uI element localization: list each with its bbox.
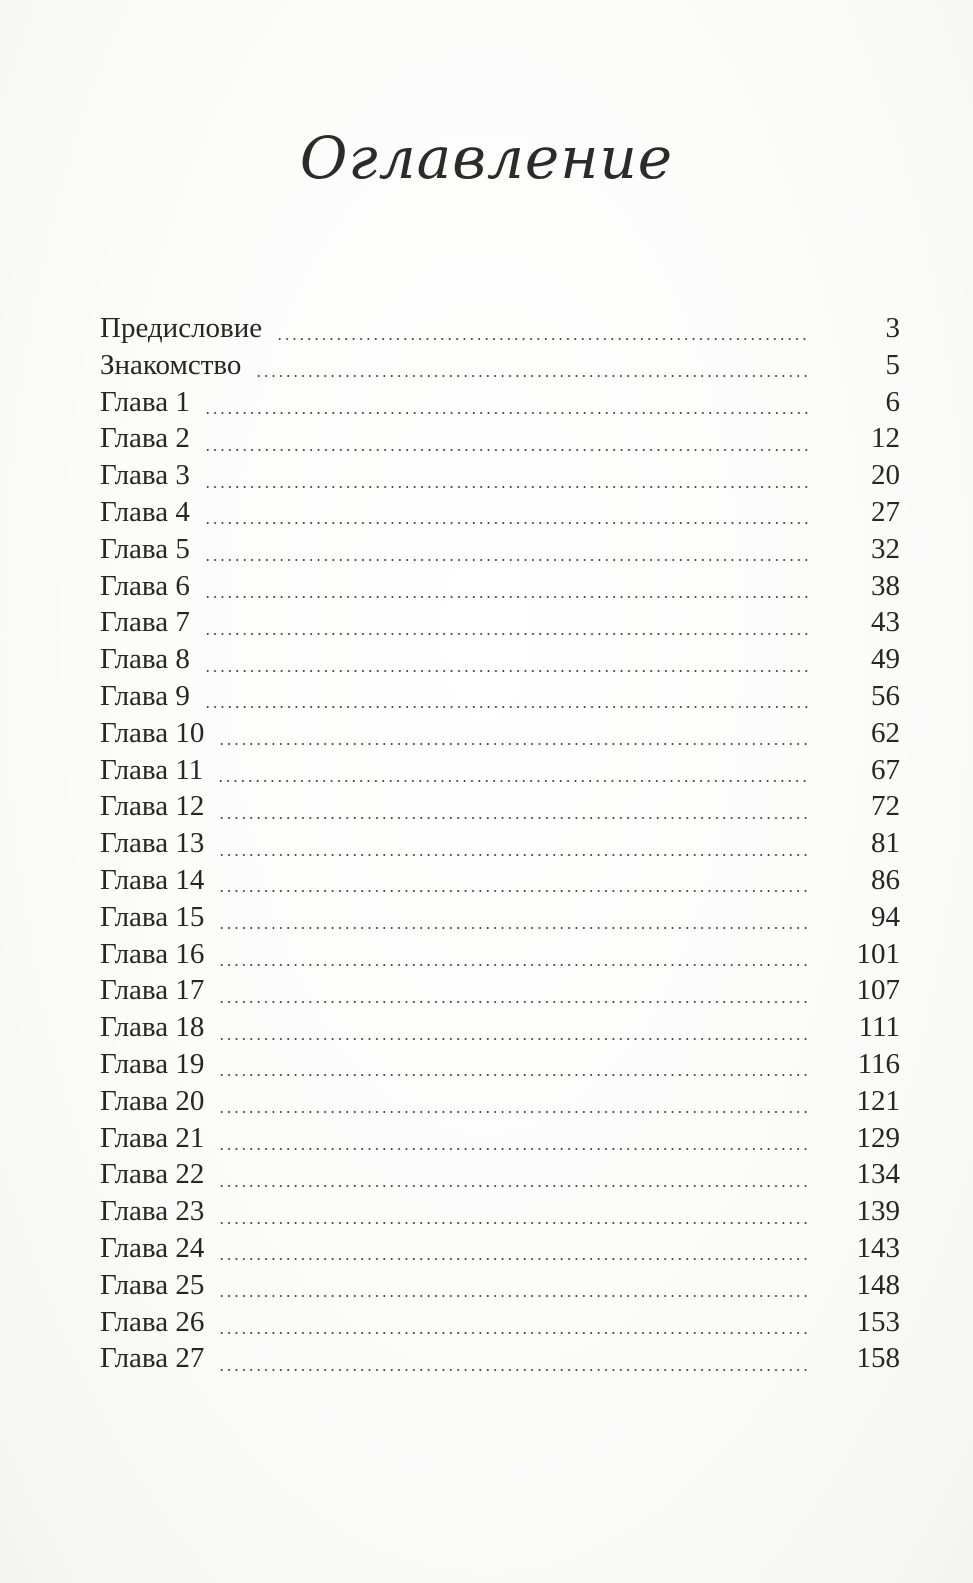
dot-leader xyxy=(276,338,810,340)
toc-entry-page: 158 xyxy=(856,1342,900,1375)
toc-entry-page: 72 xyxy=(871,790,900,823)
toc-entry-label: Глава 26 xyxy=(100,1305,205,1338)
toc-entry-page: 6 xyxy=(885,385,900,418)
toc-entry-page: 62 xyxy=(871,716,900,749)
toc-entry xyxy=(100,1048,900,1085)
dot-leader xyxy=(204,706,810,708)
toc-entry-page: 12 xyxy=(871,422,900,455)
dot-leader xyxy=(218,1074,810,1076)
toc-entry xyxy=(100,312,900,349)
toc-entry-page: 107 xyxy=(856,974,900,1007)
dot-leader xyxy=(204,559,810,561)
toc-entry xyxy=(100,974,900,1011)
dot-leader xyxy=(255,375,810,377)
toc-entry-page: 121 xyxy=(856,1084,900,1117)
toc-entry xyxy=(100,1085,900,1122)
toc-entry-label: Знакомство xyxy=(100,348,242,381)
toc-entry-label: Глава 11 xyxy=(100,753,204,786)
dot-leader xyxy=(218,1258,810,1260)
toc-entry-label: Глава 19 xyxy=(100,1047,205,1080)
toc-entry-label: Глава 3 xyxy=(100,459,190,492)
dot-leader xyxy=(204,486,810,488)
dot-leader xyxy=(218,817,810,819)
dot-leader xyxy=(204,522,810,524)
toc-entry xyxy=(100,754,900,791)
toc-entry-label: Глава 25 xyxy=(100,1268,205,1301)
toc-entry-label: Глава 16 xyxy=(100,937,205,970)
toc-entry xyxy=(100,1011,900,1048)
dot-leader xyxy=(218,927,810,929)
dot-leader xyxy=(204,670,810,672)
toc-entry-page: 143 xyxy=(856,1231,900,1264)
toc-entry xyxy=(100,606,900,643)
dot-leader xyxy=(204,412,810,414)
dot-leader xyxy=(218,964,810,966)
toc-entry xyxy=(100,827,900,864)
dot-leader xyxy=(218,1332,810,1334)
toc-entry-label: Глава 1 xyxy=(100,385,190,418)
toc-entry xyxy=(100,533,900,570)
toc-entry-label: Глава 12 xyxy=(100,790,205,823)
table-of-contents xyxy=(100,312,900,1379)
toc-entry-page: 139 xyxy=(856,1195,900,1228)
dot-leader xyxy=(204,596,810,598)
toc-entry-label: Глава 2 xyxy=(100,422,190,455)
toc-entry-label: Глава 7 xyxy=(100,606,190,639)
toc-entry-page: 153 xyxy=(856,1305,900,1338)
toc-entry-page: 56 xyxy=(871,679,900,712)
toc-entry-page: 67 xyxy=(871,753,900,786)
toc-entry-label: Глава 6 xyxy=(100,569,190,602)
dot-leader xyxy=(217,780,810,782)
toc-entry xyxy=(100,717,900,754)
toc-entry-page: 148 xyxy=(856,1268,900,1301)
toc-entry-label: Глава 4 xyxy=(100,495,190,528)
dot-leader xyxy=(218,1295,810,1297)
toc-entry-label: Глава 8 xyxy=(100,643,190,676)
toc-entry-page: 134 xyxy=(856,1158,900,1191)
dot-leader xyxy=(218,1111,810,1113)
toc-entry-page: 86 xyxy=(871,863,900,896)
dot-leader xyxy=(218,1369,810,1371)
toc-entry xyxy=(100,1232,900,1269)
toc-entry-page: 3 xyxy=(885,312,900,344)
dot-leader xyxy=(204,449,810,451)
toc-entry-page: 94 xyxy=(871,900,900,933)
toc-entry-label: Глава 10 xyxy=(100,716,205,749)
toc-entry-label: Глава 22 xyxy=(100,1158,205,1191)
toc-entry-label: Глава 13 xyxy=(100,827,205,860)
toc-entry xyxy=(100,680,900,717)
toc-entry-label: Глава 14 xyxy=(100,863,205,896)
toc-entry xyxy=(100,1158,900,1195)
toc-entry-page: 38 xyxy=(871,569,900,602)
toc-entry xyxy=(100,1342,900,1379)
toc-entry-label: Глава 9 xyxy=(100,679,190,712)
toc-entry xyxy=(100,386,900,423)
toc-entry-label: Глава 24 xyxy=(100,1231,205,1264)
toc-entry xyxy=(100,938,900,975)
dot-leader xyxy=(218,1185,810,1187)
toc-entry xyxy=(100,901,900,938)
toc-entry-label: Глава 21 xyxy=(100,1121,205,1154)
toc-entry-page: 101 xyxy=(856,937,900,970)
toc-entry-label: Глава 27 xyxy=(100,1342,205,1375)
toc-entry-page: 116 xyxy=(857,1047,900,1080)
toc-entry xyxy=(100,1269,900,1306)
toc-entry xyxy=(100,570,900,607)
toc-entry-page: 81 xyxy=(871,827,900,860)
toc-entry-page: 27 xyxy=(871,495,900,528)
toc-entry-page: 32 xyxy=(871,532,900,565)
toc-entry-label: Глава 5 xyxy=(100,532,190,565)
dot-leader xyxy=(218,1038,810,1040)
dot-leader xyxy=(204,633,810,635)
dot-leader xyxy=(218,1148,810,1150)
toc-entry-label: Глава 23 xyxy=(100,1195,205,1228)
toc-entry-label: Глава 18 xyxy=(100,1011,205,1044)
toc-entry-label: Глава 20 xyxy=(100,1084,205,1117)
toc-entry xyxy=(100,790,900,827)
dot-leader xyxy=(218,890,810,892)
toc-entry xyxy=(100,349,900,386)
toc-entry-label: Глава 15 xyxy=(100,900,205,933)
page-title: Оглавление xyxy=(299,124,674,192)
toc-entry-page: 20 xyxy=(871,459,900,492)
toc-entry xyxy=(100,422,900,459)
toc-entry-page: 111 xyxy=(858,1011,900,1044)
toc-entry xyxy=(100,1122,900,1159)
toc-entry-label: Глава 17 xyxy=(100,974,205,1007)
toc-entry-page: 129 xyxy=(856,1121,900,1154)
dot-leader xyxy=(218,854,810,856)
dot-leader xyxy=(218,1222,810,1224)
toc-entry-page: 43 xyxy=(871,606,900,639)
toc-entry xyxy=(100,1195,900,1232)
toc-entry-page: 49 xyxy=(871,643,900,676)
toc-entry xyxy=(100,496,900,533)
toc-entry-page: 5 xyxy=(885,348,900,381)
toc-entry xyxy=(100,459,900,496)
toc-entry xyxy=(100,1306,900,1343)
toc-entry xyxy=(100,643,900,680)
dot-leader xyxy=(218,743,810,745)
toc-entry-label: Предисловие xyxy=(100,312,263,344)
dot-leader xyxy=(218,1001,810,1003)
toc-entry xyxy=(100,864,900,901)
